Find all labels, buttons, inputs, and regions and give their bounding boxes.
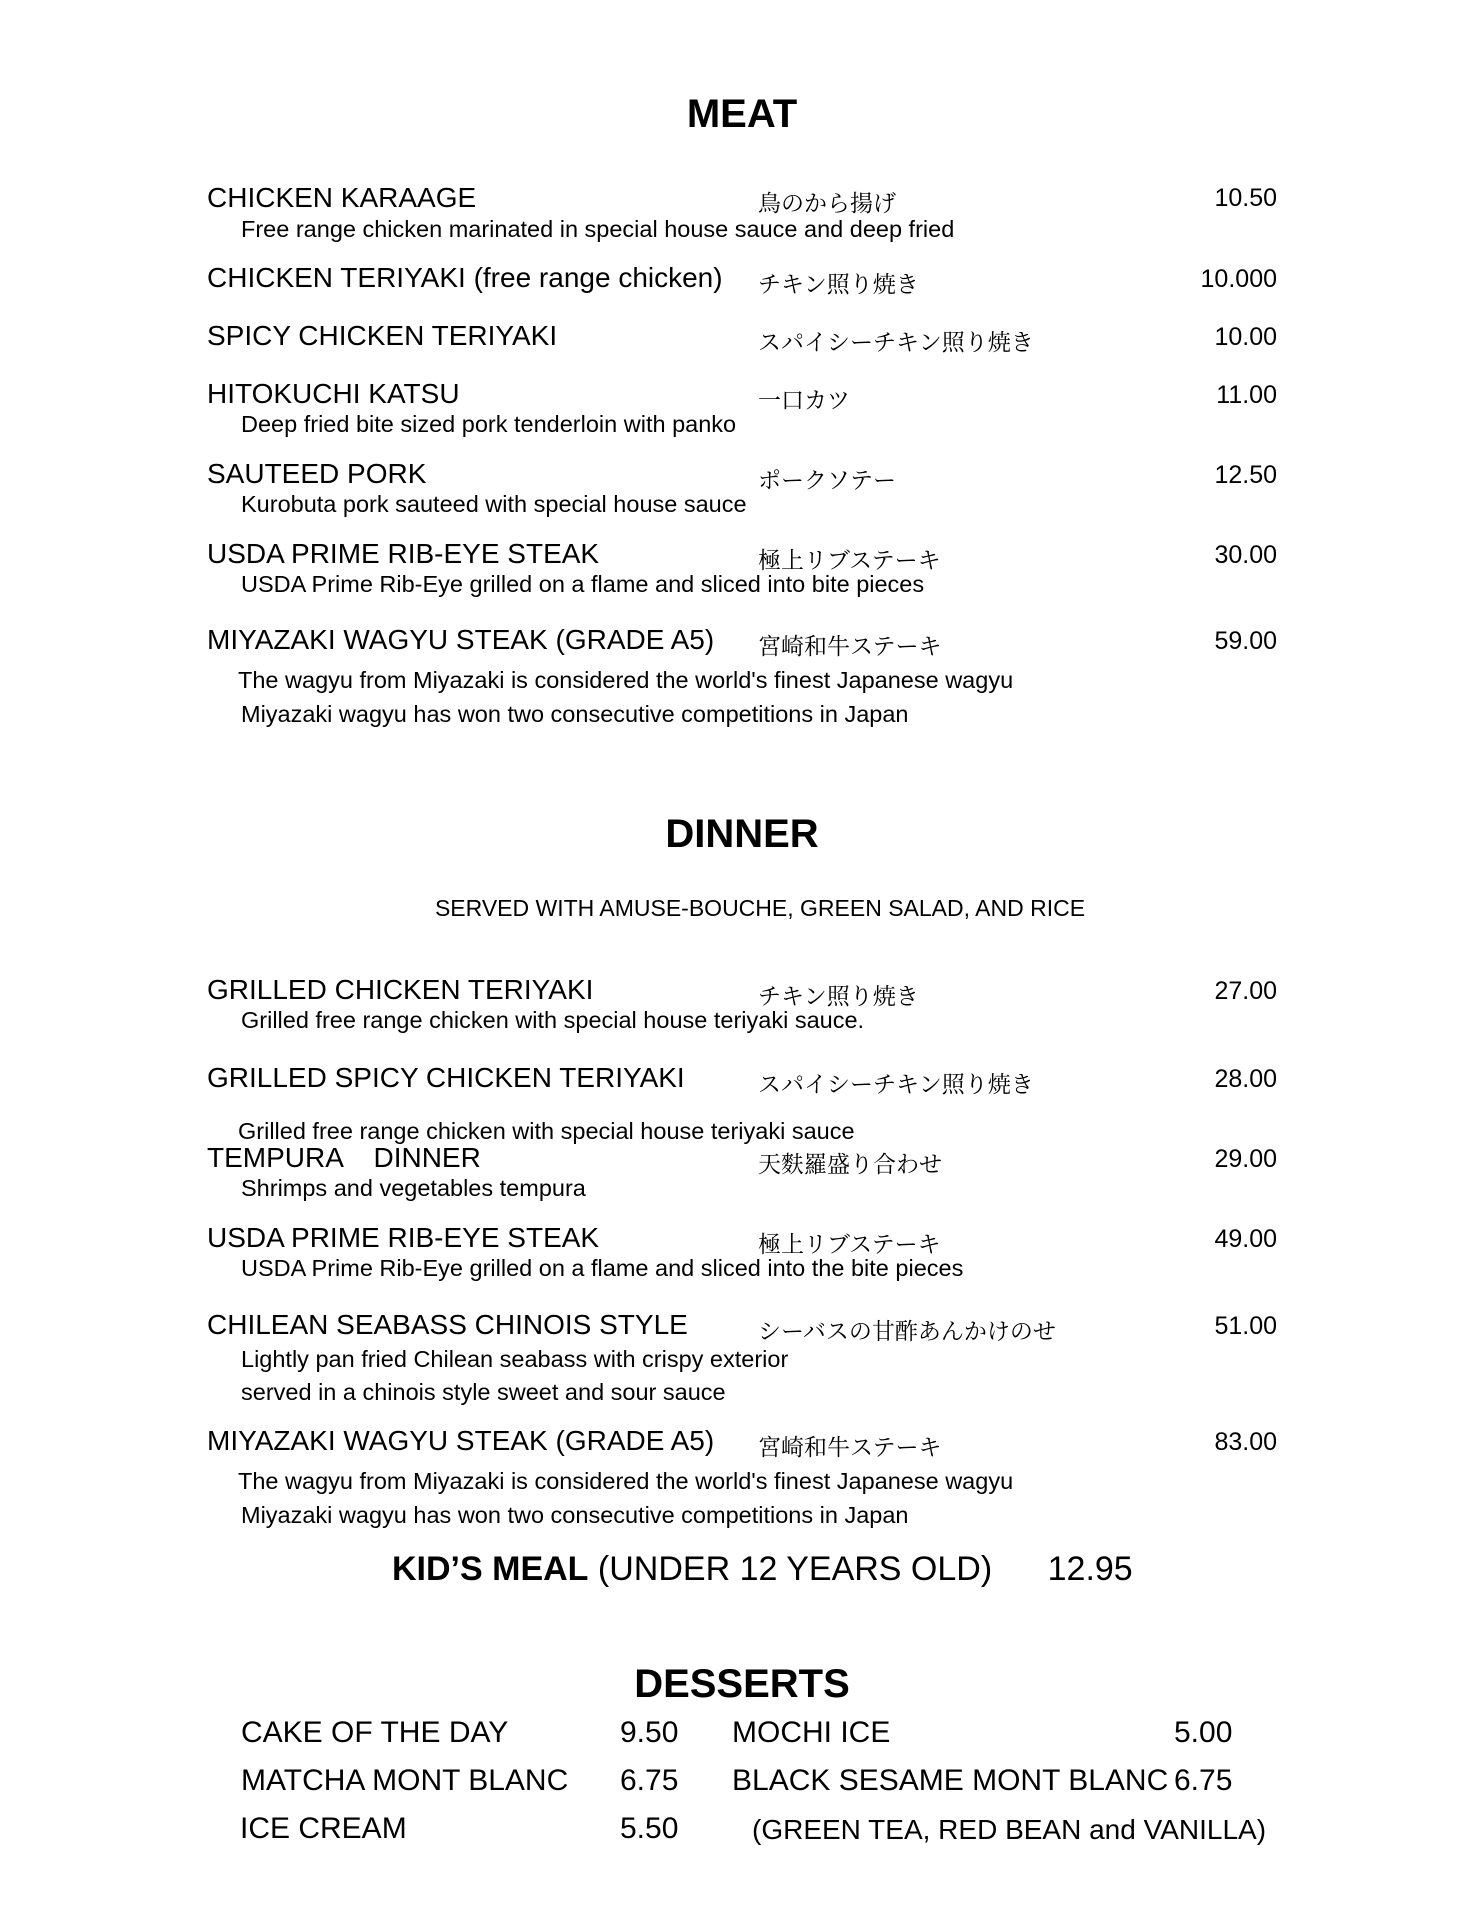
desserts-heading: DESSERTS (634, 1662, 850, 1706)
item-price: 30.00 (1214, 541, 1277, 569)
item-name: GRILLED SPICY CHICKEN TERIYAKI (207, 1062, 685, 1093)
item-price: 49.00 (1214, 1225, 1277, 1253)
item-name: USDA PRIME RIB-EYE STEAK (207, 1222, 600, 1253)
meat-heading: MEAT (686, 92, 798, 136)
kids-meal-note: (UNDER 12 YEARS OLD) (597, 1550, 993, 1588)
item-japanese-name: 宮崎和牛ステーキ (758, 1434, 942, 1460)
item-japanese-name: チキン照り焼き (758, 271, 919, 297)
kids-meal-price: 12.95 (1047, 1550, 1133, 1588)
item-japanese-name: 極上リブステーキ (758, 547, 941, 573)
dessert-price: 9.50 (620, 1716, 679, 1749)
dessert-price: 6.75 (1174, 1764, 1233, 1797)
item-name: HITOKUCHI KATSU (207, 378, 460, 409)
item-description: The wagyu from Miyazaki is considered the world's finest Japanese wagyu (238, 667, 1014, 693)
item-name: MIYAZAKI WAGYU STEAK (GRADE A5) (207, 1425, 715, 1456)
item-description: Kurobuta pork sauteed with special house sauce (241, 491, 747, 517)
dinner-heading: DINNER (665, 812, 819, 856)
item-japanese-name: スパイシーチキン照り焼き (758, 1071, 1034, 1097)
item-price: 29.00 (1214, 1145, 1277, 1173)
dessert-price: 6.75 (620, 1764, 679, 1797)
item-price: 11.00 (1216, 381, 1277, 409)
item-description: The wagyu from Miyazaki is considered the world's finest Japanese wagyu (238, 1468, 1014, 1494)
dessert-name: MOCHI ICE (732, 1716, 891, 1749)
item-description: Grilled free range chicken with special house teriyaki sauce (238, 1118, 855, 1144)
item-japanese-name: シーバスの甘酢あんかけのせ (758, 1318, 1056, 1344)
item-description: Grilled free range chicken with special house teriyaki sauce. (241, 1007, 865, 1033)
item-japanese-name: スパイシーチキン照り焼き (758, 329, 1034, 355)
item-name: MIYAZAKI WAGYU STEAK (GRADE A5) (207, 624, 715, 655)
dinner-served-with: SERVED WITH AMUSE-BOUCHE, GREEN SALAD, AND RICE (434, 895, 1086, 921)
dessert-name: MATCHA MONT BLANC (241, 1764, 569, 1797)
item-name: TEMPURA DINNER (207, 1142, 481, 1173)
item-price: 10.00 (1214, 323, 1277, 351)
item-price: 10.000 (1200, 265, 1277, 293)
item-japanese-name: ポークソテー (758, 467, 896, 493)
item-description: Shrimps and vegetables tempura (241, 1175, 586, 1201)
item-price: 12.50 (1214, 461, 1277, 489)
item-price: 83.00 (1214, 1428, 1277, 1456)
item-name: USDA PRIME RIB-EYE STEAK (207, 538, 600, 569)
item-name: SAUTEED PORK (207, 458, 427, 489)
item-description: Free range chicken marinated in special house sauce and deep fried (241, 216, 955, 242)
item-price: 10.50 (1214, 184, 1277, 212)
item-japanese-name: 一口カツ (758, 387, 850, 413)
item-description: USDA Prime Rib-Eye grilled on a flame and sliced into the bite pieces (241, 1255, 964, 1281)
item-japanese-name: 鳥のから揚げ (758, 190, 896, 216)
dessert-price: 5.00 (1174, 1716, 1233, 1749)
item-japanese-name: チキン照り焼き (758, 983, 919, 1009)
item-name: SPICY CHICKEN TERIYAKI (207, 320, 558, 351)
item-price: 27.00 (1214, 977, 1277, 1005)
item-name: GRILLED CHICKEN TERIYAKI (207, 974, 594, 1005)
item-price: 59.00 (1214, 627, 1277, 655)
item-japanese-name: 極上リブステーキ (758, 1231, 941, 1257)
dessert-name: CAKE OF THE DAY (241, 1716, 509, 1749)
item-japanese-name: 宮崎和牛ステーキ (758, 633, 942, 659)
dessert-name: ICE CREAM (240, 1812, 407, 1845)
item-description: USDA Prime Rib-Eye grilled on a flame and sliced into bite pieces (241, 571, 925, 597)
item-description: Lightly pan fried Chilean seabass with crispy exterior (241, 1346, 789, 1372)
item-name: CHICKEN KARAAGE (207, 182, 477, 213)
item-price: 28.00 (1214, 1065, 1277, 1093)
item-description: Miyazaki wagyu has won two consecutive competitions in Japan (241, 701, 909, 727)
item-price: 51.00 (1214, 1312, 1277, 1340)
item-japanese-name: 天麩羅盛り合わせ (758, 1151, 942, 1177)
dessert-name: BLACK SESAME MONT BLANC (732, 1764, 1169, 1797)
dessert-price: 5.50 (620, 1812, 679, 1845)
kids-meal (392, 1550, 1133, 1589)
item-description: Deep fried bite sized pork tenderloin with panko (241, 411, 737, 437)
item-description: Miyazaki wagyu has won two consecutive competitions in Japan (241, 1502, 909, 1528)
item-description: served in a chinois style sweet and sour sauce (241, 1379, 726, 1405)
item-name: CHICKEN TERIYAKI (free range chicken) (207, 262, 723, 293)
item-name: CHILEAN SEABASS CHINOIS STYLE (207, 1309, 688, 1340)
kids-meal-label: KID’S MEAL (392, 1550, 589, 1588)
ice-cream-flavors: (GREEN TEA, RED BEAN and VANILLA) (752, 1814, 1267, 1845)
